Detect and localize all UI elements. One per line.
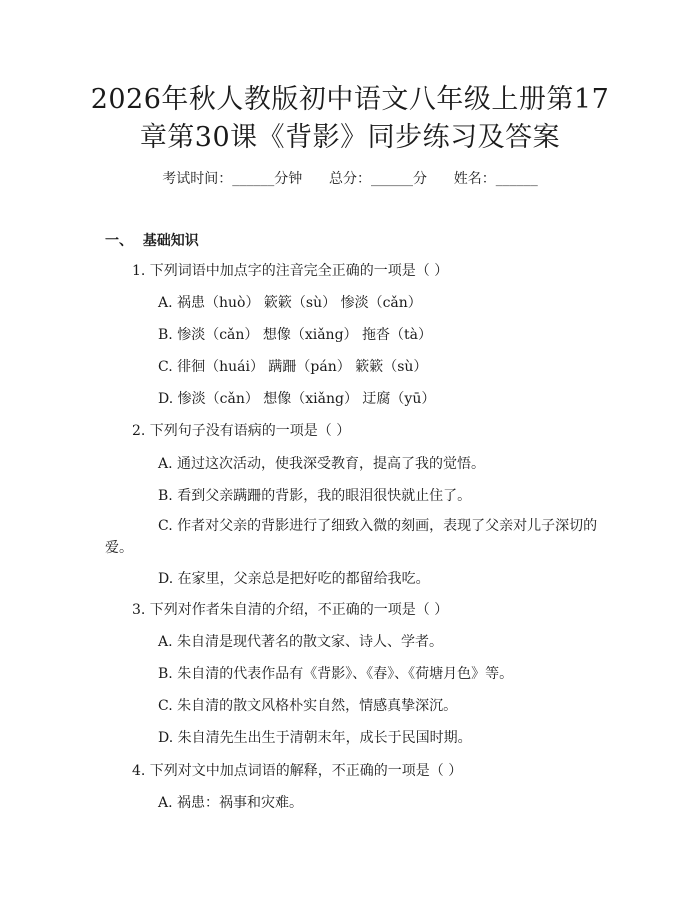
question-1-option-b: B. 惨淡（cǎn） 想像（xiǎng） 拖沓（tà） [158, 327, 432, 343]
question-4-stem: 4. 下列对文中加点词语的解释，不正确的一项是（ ） [132, 763, 463, 779]
question-2-option-c-line-2: 爱。 [105, 540, 133, 556]
question-3-option-a: A. 朱自清是现代著名的散文家、诗人、学者。 [158, 634, 444, 650]
exam-meta-line: 考试时间：______分钟 总分：______分 姓名：______ [162, 171, 538, 187]
section-heading-basic-knowledge: 一、 基础知识 [105, 233, 199, 249]
question-2-option-c-line-1: C. 作者对父亲的背影进行了细致入微的刻画，表现了父亲对儿子深切的 [158, 518, 598, 534]
question-3-option-c: C. 朱自清的散文风格朴实自然，情感真挚深沉。 [158, 698, 458, 714]
question-4-option-a: A. 祸患：祸事和灾难。 [158, 795, 304, 811]
question-3-option-d: D. 朱自清先生出生于清朝末年，成长于民国时期。 [158, 730, 472, 746]
question-3-option-b: B. 朱自清的代表作品有《背影》、《春》、《荷塘月色》等。 [158, 666, 514, 682]
question-2-option-b: B. 看到父亲蹒跚的背影，我的眼泪很快就止住了。 [158, 488, 472, 504]
document-title-line-2: 章第30课《背影》同步练习及答案 [139, 122, 561, 153]
question-2-stem: 2. 下列句子没有语病的一项是（ ） [132, 423, 351, 439]
question-3-stem: 3. 下列对作者朱自清的介绍，不正确的一项是（ ） [132, 602, 449, 618]
document-title-line-1: 2026年秋人教版初中语文八年级上册第17 [90, 84, 610, 115]
question-2-option-d: D. 在家里，父亲总是把好吃的都留给我吃。 [158, 571, 430, 587]
question-1-stem: 1. 下列词语中加点字的注音完全正确的一项是（ ） [132, 263, 449, 279]
question-1-option-d: D. 惨淡（cǎn） 想像（xiǎng） 迂腐（yū） [158, 391, 436, 407]
question-1-option-c: C. 徘徊（huái） 蹒跚（pán） 簌簌（sù） [158, 359, 428, 375]
question-1-option-a: A. 祸患（huò） 簌簌（sù） 惨淡（cǎn） [158, 295, 422, 311]
question-2-option-a: A. 通过这次活动，使我深受教育，提高了我的觉悟。 [158, 456, 486, 472]
